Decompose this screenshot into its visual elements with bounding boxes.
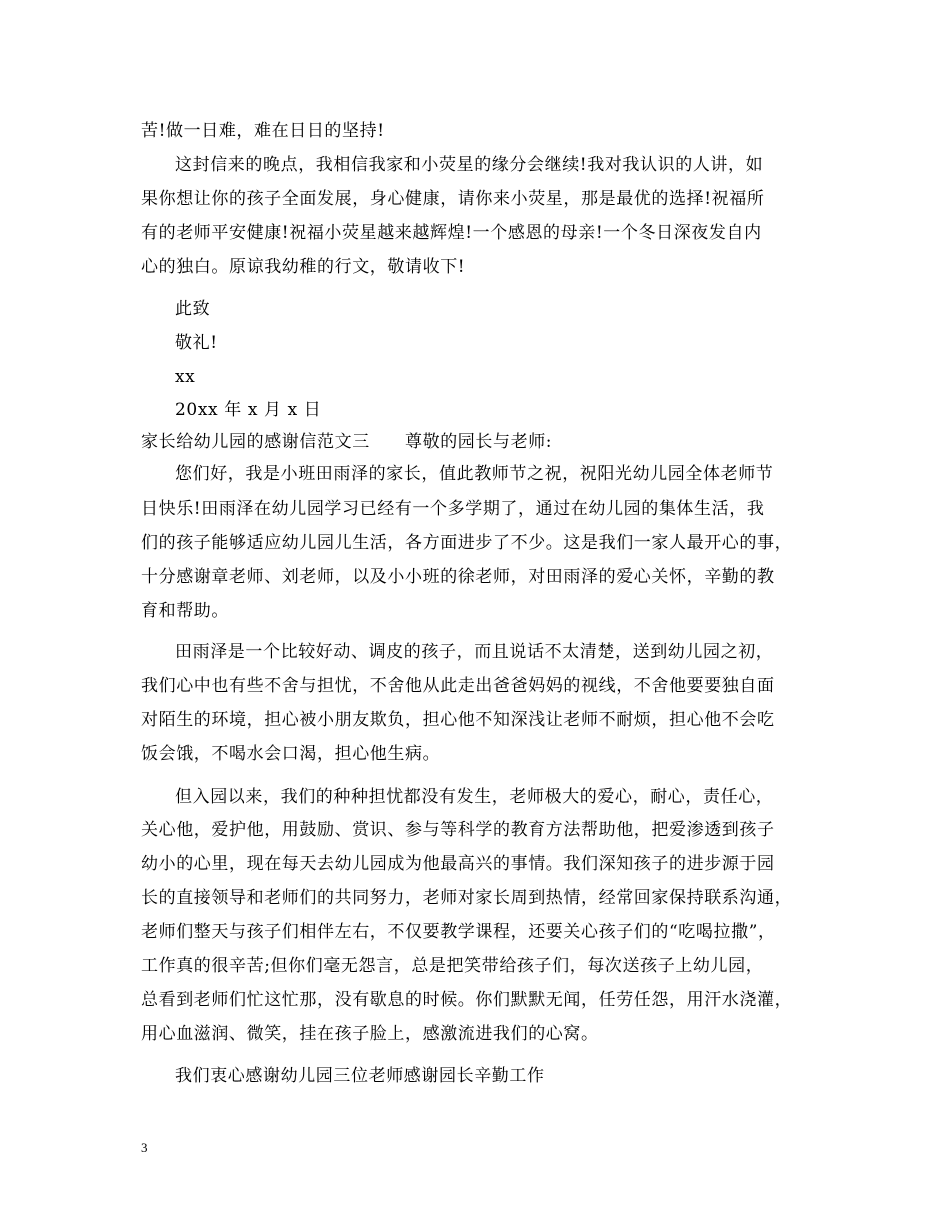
text-line: 果你想让你的孩子全面发展，身心健康，请你来小荧星，那是最优的选择!祝福所 [141, 189, 765, 209]
text-line: 关心他，爱护他，用鼓励、赏识、参与等科学的教育方法帮助他，把爱渗透到孩子 [141, 820, 775, 840]
text-line: 们的孩子能够适应幼儿园儿生活，各方面进步了不少。这是我们一家人最开心的事， [141, 533, 793, 553]
text-line: 总看到老师们忙这忙那，没有歇息的时候。你们默默无闻，任劳任怨，用汗水浇灌， [141, 990, 793, 1010]
text-line: 对陌生的环境，担心被小朋友欺负，担心他不知深浅让老师不耐烦，担心他不会吃 [141, 710, 775, 730]
text-line: 我们心中也有些不舍与担忧，不舍他从此走出爸爸妈妈的视线，不舍他要要独自面 [141, 676, 775, 696]
text-line: 苦!做一日难，难在日日的坚持! [141, 121, 385, 141]
text-line: 饭会饿，不喝水会口渴，担心他生病。 [141, 744, 441, 764]
page-number: 3 [141, 1140, 148, 1155]
date-text: 20xx 年 x 月 x 日 [175, 400, 322, 420]
text-line: 十分感谢章老师、刘老师，以及小小班的徐老师，对田雨泽的爱心关怀，辛勤的教 [141, 567, 775, 587]
text-line: 我们衷心感谢幼儿园三位老师感谢园长辛勤工作 [175, 1066, 545, 1086]
text-line: 用心血滋润、微笑，挂在孩子脸上，感激流进我们的心窝。 [141, 1024, 599, 1044]
text-line: 老师们整天与孩子们相伴左右，不仅要教学课程，还要关心孩子们的“吃喝拉撒”， [141, 922, 776, 942]
text-line: 日快乐!田雨泽在幼儿园学习已经有一个多学期了，通过在幼儿园的集体生活，我 [141, 499, 765, 519]
closing-text: 此致 [175, 299, 211, 319]
text-line: 幼小的心里，现在每天去幼儿园成为他最高兴的事情。我们深知孩子的进步源于园 [141, 854, 775, 874]
text-line: 长的直接领导和老师们的共同努力，老师对家长周到热情，经常回家保持联系沟通， [141, 888, 793, 908]
text-line: 工作真的很辛苦;但你们毫无怨言，总是把笑带给孩子们，每次送孩子上幼儿园， [141, 956, 764, 976]
text-line: 有的老师平安健康!祝福小荧星越来越辉煌!一个感恩的母亲!一个冬日深夜发自内 [141, 223, 762, 243]
closing-text: 敬礼! [175, 333, 218, 353]
signature-text: xx [175, 367, 196, 387]
text-line: 田雨泽是一个比较好动、调皮的孩子，而且说话不太清楚，送到幼儿园之初， [175, 642, 774, 662]
section-heading: 家长给幼儿园的感谢信范文三 尊敬的园长与老师: [141, 432, 553, 452]
text-line: 您们好，我是小班田雨泽的家长，值此教师节之祝，祝阳光幼儿园全体老师节 [175, 464, 774, 484]
text-line: 这封信来的晚点，我相信我家和小荧星的缘分会继续!我对我认识的人讲，如 [175, 155, 764, 175]
text-line: 但入园以来，我们的种种担忧都没有发生，老师极大的爱心，耐心，责任心， [175, 787, 774, 807]
text-line: 心的独白。原谅我幼稚的行文，敬请收下! [141, 257, 466, 277]
text-line: 育和帮助。 [141, 601, 229, 621]
